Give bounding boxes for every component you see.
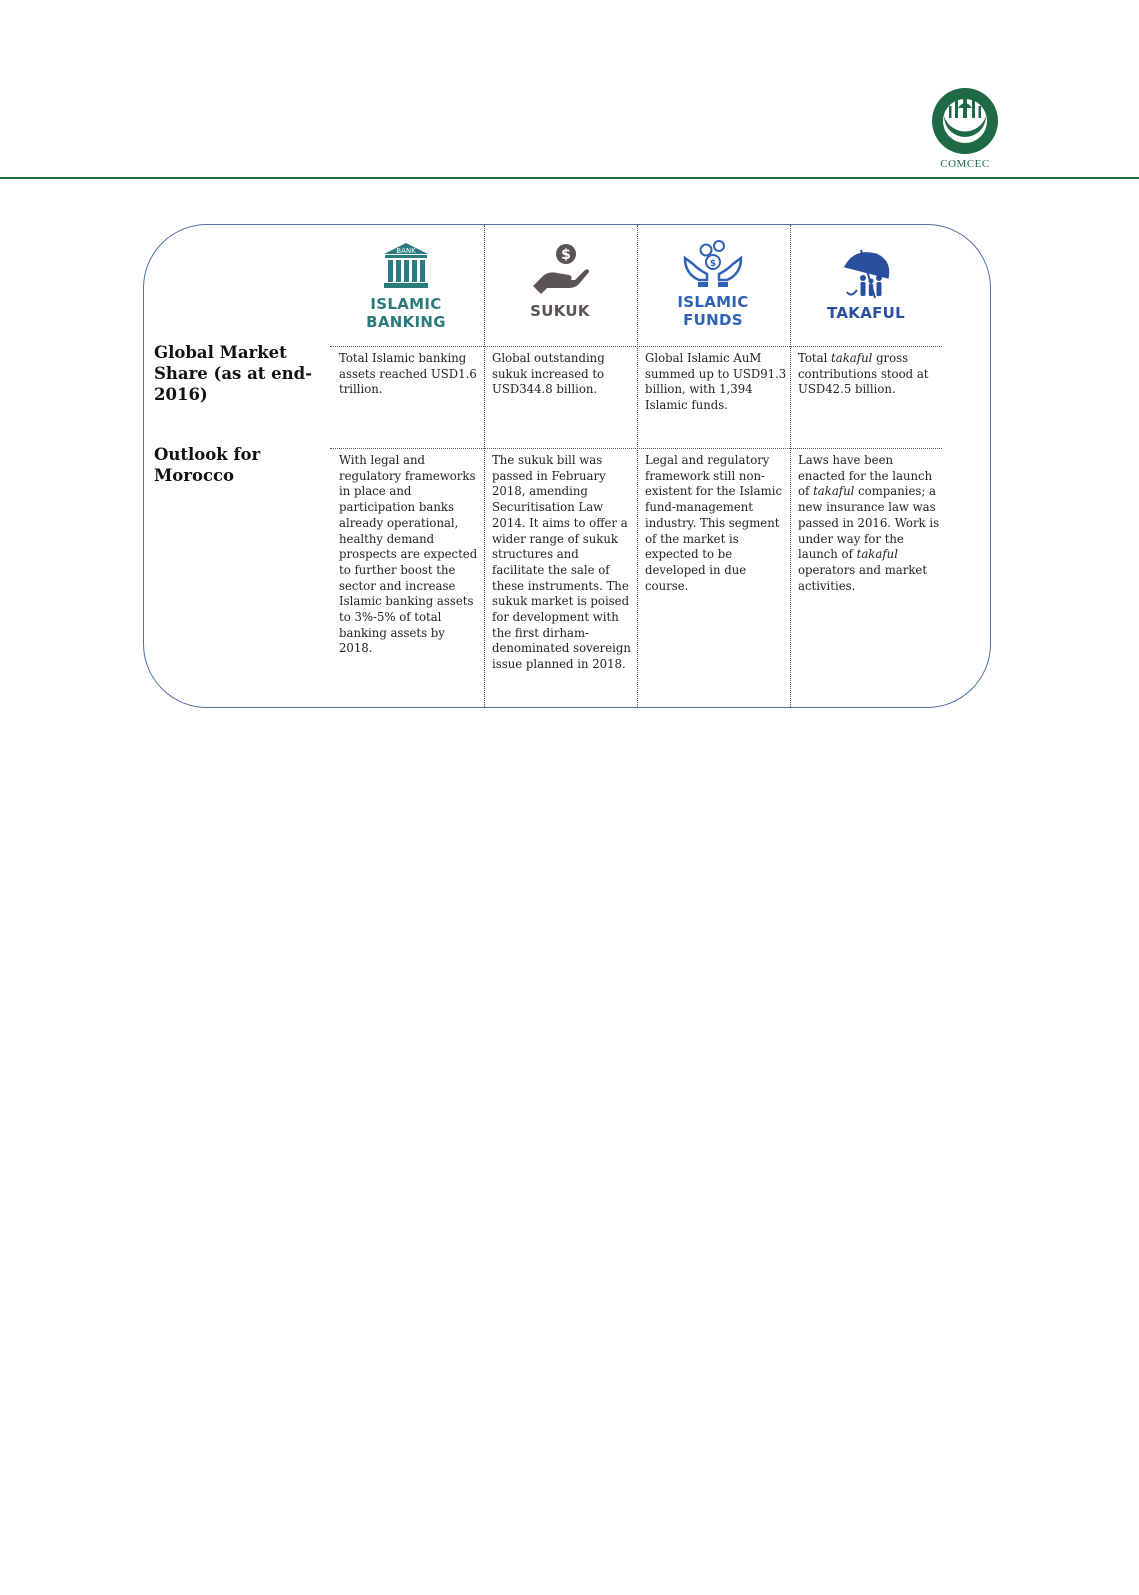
- fund-coin-symbol: $: [709, 259, 717, 269]
- row-label-outlook-morocco: Outlook for Morocco: [154, 445, 261, 485]
- cell-banking-outlook: With legal and regulatory frameworks in place and participation banks already operational, healthy demand prospects are expected to further boost the sector and increase Islamic banking assets to 3%-5% of total banking assets by 2018.: [339, 453, 478, 656]
- row-divider: [330, 346, 942, 347]
- bank-icon-text: BANK: [396, 247, 416, 255]
- hand-coin-icon: [529, 242, 591, 296]
- row-divider: [330, 448, 942, 449]
- cell-takaful-outlook: [798, 453, 940, 594]
- emphasis: takaful: [856, 547, 898, 562]
- coin-symbol: $: [561, 247, 571, 263]
- row-label-global-market-share: Global Market Share (as at end-2016): [154, 343, 313, 404]
- column-header-islamic-banking: [330, 242, 482, 331]
- column-header-takaful: [790, 248, 942, 322]
- cell-sukuk-market-share: Global outstanding sukuk increased to USD344.8 billion.: [492, 351, 605, 397]
- emphasis: takaful: [831, 351, 873, 365]
- header-rule: [0, 177, 1139, 179]
- column-header-sukuk: [484, 242, 636, 320]
- bank-building-icon: [381, 242, 431, 290]
- comcec-emblem-icon: [930, 86, 1000, 156]
- hands-coins-icon: [681, 240, 745, 290]
- column-label: SUKUK: [530, 302, 590, 320]
- text: Laws have been enacted for the launch of: [798, 453, 933, 499]
- cell-funds-outlook: Legal and regulatory framework still non-existent for the Islamic fund-management industry. This segment of the market is expected to be developed in due course.: [645, 453, 783, 593]
- comcec-name: COMCEC: [940, 158, 990, 170]
- column-header-islamic-funds: [637, 240, 789, 329]
- column-label: ISLAMIC FUNDS: [677, 293, 749, 329]
- cell-funds-market-share: Global Islamic AuM summed up to USD91.3 billion, with 1,394 Islamic funds.: [645, 351, 787, 413]
- cell-sukuk-outlook: The sukuk bill was passed in February 2018, amending Securitisation Law 2014. It aims to offer a wider range of sukuk structures and facilitate the sale of these instruments. The sukuk market is poised for development with the first dirham-denominated sovereign issue planned in 2018.: [492, 453, 631, 672]
- cell-takaful-market-share: [798, 351, 940, 398]
- text: Total: [798, 351, 832, 365]
- text: gross contributions stood at USD42.5 billion.: [798, 351, 929, 397]
- column-label: TAKAFUL: [827, 304, 905, 322]
- column-label: ISLAMIC BANKING: [366, 295, 446, 331]
- text: companies; a new insurance law was passed in 2016. Work is under way for the launch of: [798, 484, 940, 562]
- cell-banking-market-share: Total Islamic banking assets reached USD1.6 trillion.: [339, 351, 477, 397]
- text: operators and market activities.: [798, 562, 928, 593]
- comcec-logo: [928, 86, 1002, 170]
- umbrella-family-icon: [839, 248, 893, 300]
- emphasis: takaful: [813, 484, 855, 499]
